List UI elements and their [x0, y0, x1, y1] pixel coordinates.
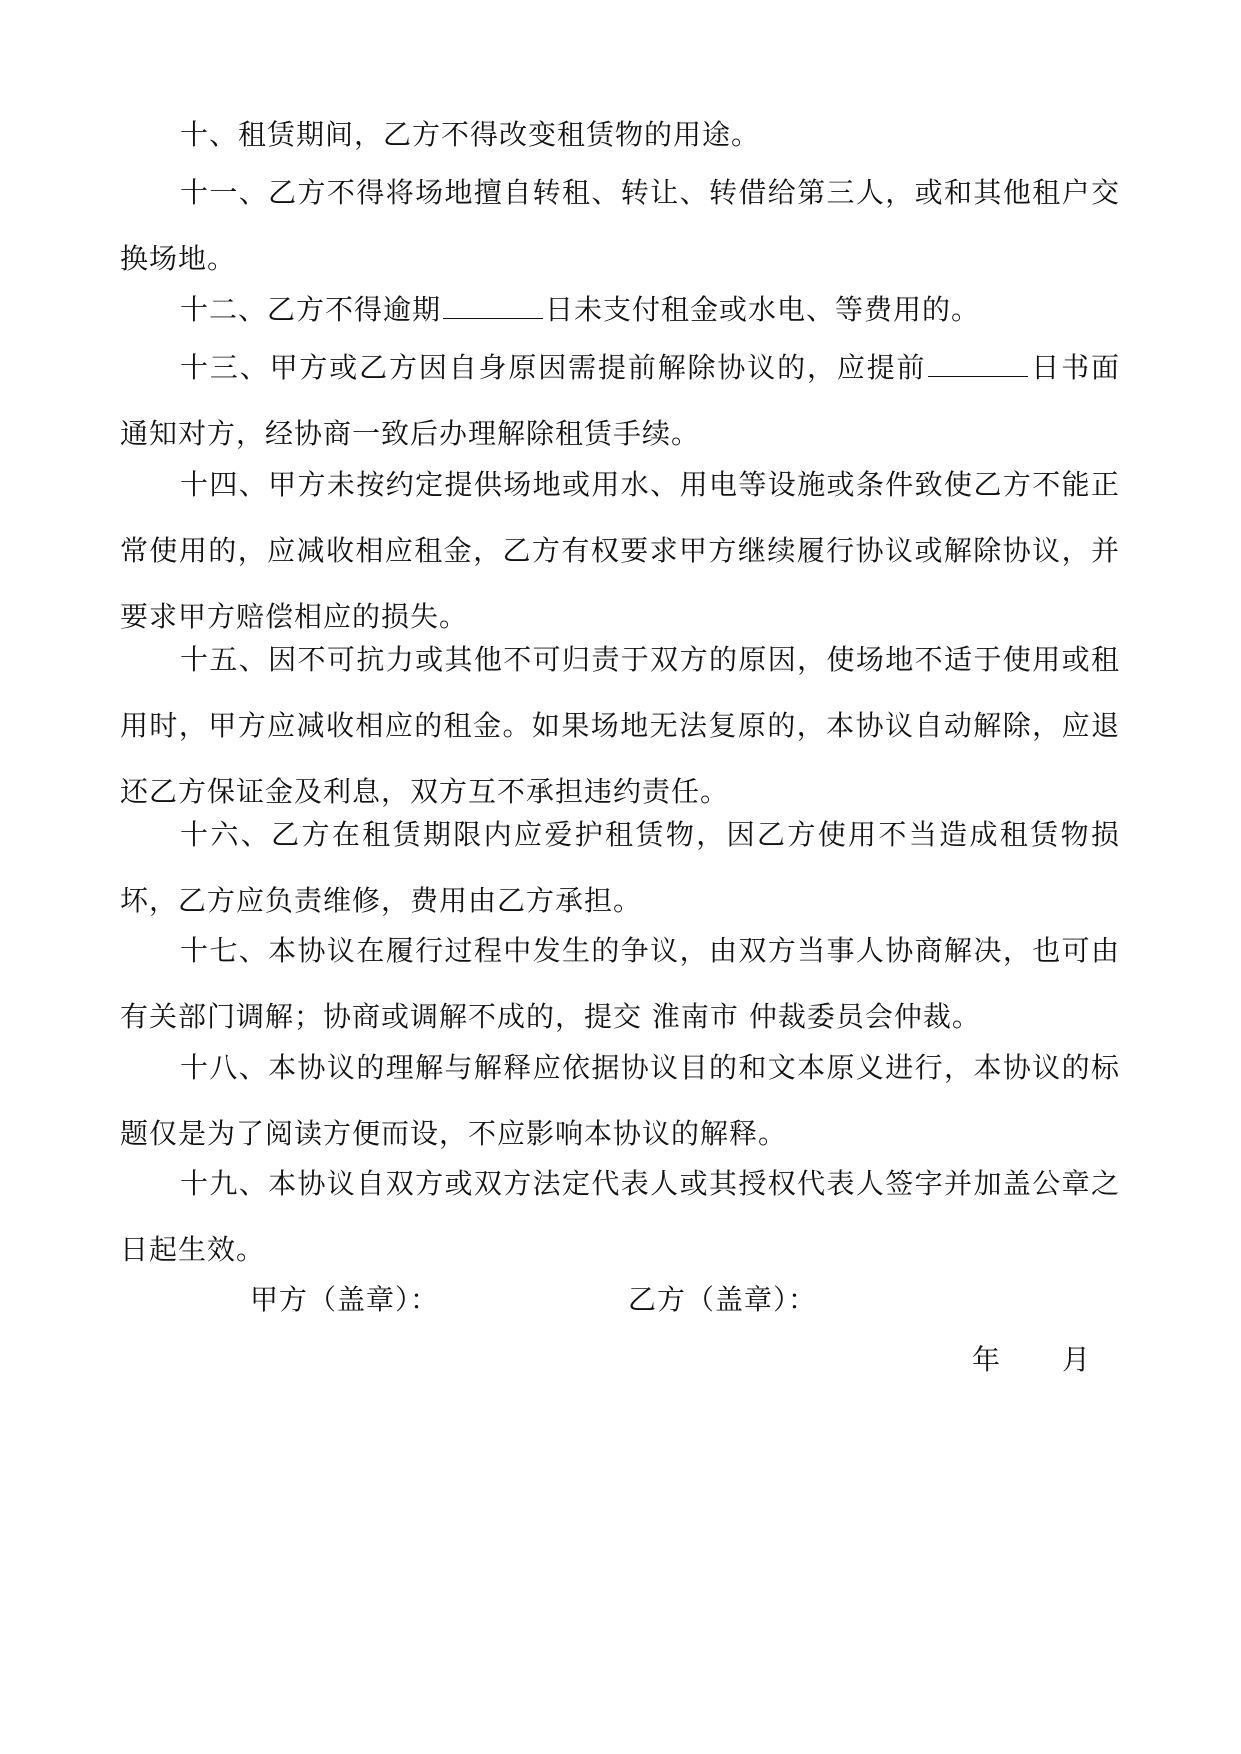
clause-18: 十八、本协议的理解与解释应依据协议目的和文本原义进行，本协议的标题仅是为了阅读方便而设，不应影响本协议的解释。	[120, 1051, 1120, 1150]
clause-10: 十、租赁期间，乙方不得改变租赁物的用途。	[180, 118, 761, 151]
clause-17	[120, 918, 1120, 1050]
clause-17-after: 仲裁委员会仲裁。	[738, 1000, 981, 1033]
clause-16: 十六、乙方在租赁期限内应爱护租赁物，因乙方使用不当造成租赁物损坏，乙方应负责维修，费用由乙方承担。	[120, 818, 1120, 917]
clause-11: 十一、乙方不得将场地擅自转租、转让、转借给第三人，或和其他租户交换场地。	[120, 176, 1120, 275]
clause-13-before: 十三、甲方或乙方因自身原因需提前解除协议的，应提前	[180, 351, 927, 384]
clause-12	[120, 277, 1120, 343]
date-month-label: 月	[1062, 1343, 1091, 1376]
clause-14: 十四、甲方未按约定提供场地或用水、用电等设施或条件致使乙方不能正常使用的，应减收相应租金，乙方有权要求甲方继续履行协议或解除协议，并要求甲方赔偿相应的损失。	[120, 468, 1120, 633]
clause-15: 十五、因不可抗力或其他不可归责于双方的原因，使场地不适于使用或租用时，甲方应减收相应的租金。如果场地无法复原的，本协议自动解除，应退还乙方保证金及利息，双方互不承担违约责任。	[120, 643, 1120, 808]
clause-12-before: 十二、乙方不得逾期	[180, 293, 442, 326]
days-blank	[443, 294, 543, 319]
clause-17-before: 十七、本协议在履行过程中发生的争议，由双方当事人协商解决，也可由有关部门调解；协商或调解不成的，提交	[120, 934, 1120, 1033]
party-a-seal-label: 甲方（盖章）：	[250, 1283, 440, 1316]
clause-19: 十九、本协议自双方或双方法定代表人或其授权代表人签字并加盖公章之日起生效。	[120, 1167, 1120, 1266]
arbitration-city: 淮南市	[651, 1000, 739, 1033]
clause-13-after: 日书面通知对方，经协商一致后办理解除租赁手续。	[120, 351, 1120, 450]
date-year-label: 年	[972, 1343, 1001, 1376]
notice-days-blank	[928, 352, 1028, 377]
party-b-seal-label: 乙方（盖章）：	[628, 1283, 818, 1316]
clause-12-after: 日未支付租金或水电、等费用的。	[545, 293, 981, 326]
clause-13	[120, 335, 1120, 467]
